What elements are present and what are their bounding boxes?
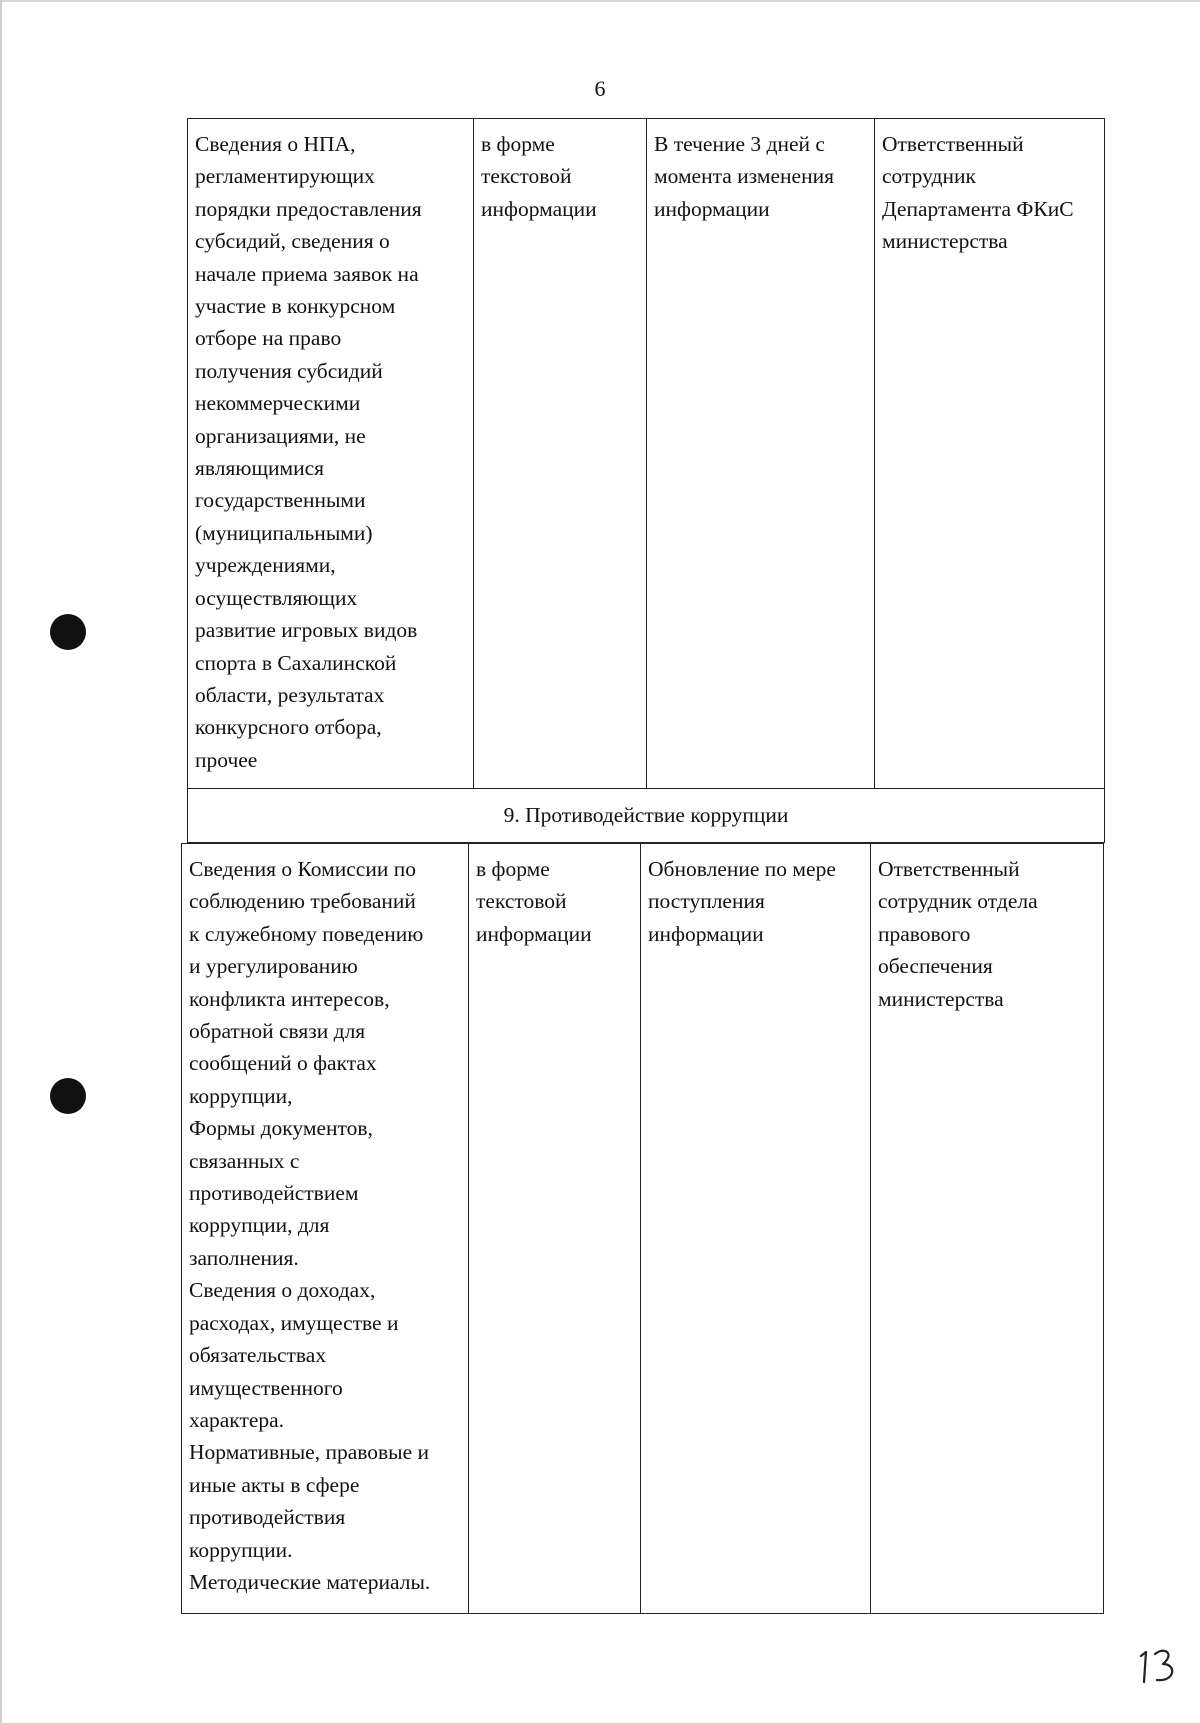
punch-hole: [50, 1078, 86, 1114]
cell-responsible-person: Ответственный сотрудник отдела правового обеспечения министерства: [871, 844, 1104, 1614]
section-title: 9. Противодействие коррупции: [188, 789, 1105, 843]
punch-hole: [50, 614, 86, 650]
table-row: [188, 119, 1105, 789]
scan-left-edge: [0, 0, 2, 1723]
cell-form-of-publication: в форме текстовой информации: [474, 119, 647, 789]
info-table-top: [187, 118, 1105, 843]
page-number: 6: [594, 76, 606, 101]
info-table-bottom: [181, 843, 1104, 1614]
handwritten-page-mark: [1135, 1642, 1183, 1690]
cell-information-description: Сведения о НПА, регламентирующих порядки предоставления субсидий, сведения о начале приема заявок на участие в конкурсном отборе на право получения субсидий некоммерческими организациями, не являющимися государственными (муниципальными) учреждениями, осуществляющих развитие игровых видов спорта в Сахалинской области, результатах конкурсного отбора, прочее: [188, 119, 474, 789]
cell-form-of-publication: в форме текстовой информации: [469, 844, 641, 1614]
cell-update-period: Обновление по мере поступления информации: [641, 844, 871, 1614]
section-header-row: [188, 789, 1105, 843]
table-row: [182, 844, 1104, 1614]
cell-update-period: В течение 3 дней с момента изменения информации: [647, 119, 875, 789]
cell-responsible-person: Ответственный сотрудник Департамента ФКиС министерства: [875, 119, 1105, 789]
cell-information-description: Сведения о Комиссии по соблюдению требований к служебному поведению и урегулированию конфликта интересов, обратной связи для сообщений о фактах коррупции, Формы документов, связанных с противодействием коррупции, для заполнения. Сведения о доходах, расходах, имуществе и обязательствах имущественного характера. Нормативные, правовые и иные акты в сфере противодействия коррупции. Методические материалы.: [182, 844, 469, 1614]
scan-top-edge: [0, 0, 1200, 2]
